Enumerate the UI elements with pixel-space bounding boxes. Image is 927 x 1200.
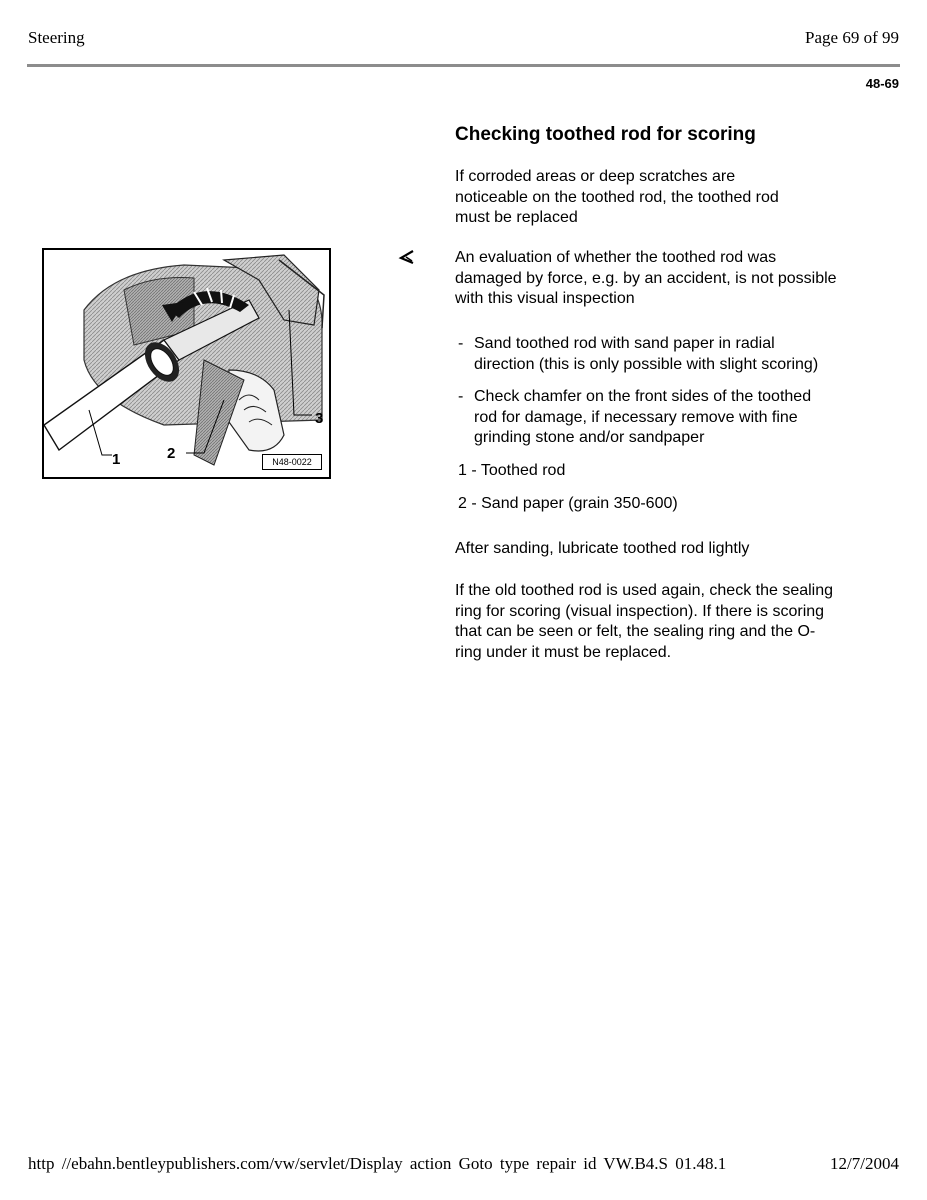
step-marker: - xyxy=(458,335,464,352)
reuse-line: If the old toothed rod is used again, check the sealing xyxy=(455,582,834,599)
header-page-number: Page 69 of 99 xyxy=(805,28,899,47)
section-heading-block xyxy=(455,123,895,147)
callout-3: 3 xyxy=(315,410,324,427)
arrow-pointer-icon xyxy=(398,249,416,267)
legend-item xyxy=(458,461,898,482)
footer-date: 12/7/2004 xyxy=(830,1154,899,1173)
reuse-line: that can be seen or felt, the sealing ring and the O- xyxy=(455,623,816,640)
reuse-line: ring under it must be replaced. xyxy=(455,643,672,661)
step-line: rod for damage, if necessary remove with fine xyxy=(474,408,798,426)
callout-2: 2 xyxy=(167,445,176,462)
illustration-toothed-rod xyxy=(42,248,331,479)
note-paragraph xyxy=(455,248,895,310)
legend-line: 2 - Sand paper (grain 350-600) xyxy=(458,495,678,512)
illustration-drawing xyxy=(44,250,329,477)
after-sanding-paragraph xyxy=(455,539,895,560)
note-line: An evaluation of whether the toothed rod was xyxy=(455,249,777,266)
legend-item xyxy=(458,494,898,515)
figure-code: N48-0022 xyxy=(262,454,322,470)
header-section-title: Steering xyxy=(28,28,85,47)
legend-line: 1 - Toothed rod xyxy=(458,462,566,479)
intro-line: If corroded areas or deep scratches are xyxy=(455,168,736,185)
after-sanding-line: After sanding, lubricate toothed rod lightly xyxy=(455,540,750,557)
step-item xyxy=(458,334,898,375)
reuse-paragraph xyxy=(455,581,895,663)
intro-line: must be replaced xyxy=(455,209,578,226)
note-line: damaged by force, e.g. by an accident, is not possible xyxy=(455,269,837,287)
step-line: Sand toothed rod with sand paper in radial xyxy=(474,335,775,352)
section-heading: Checking toothed rod for scoring xyxy=(455,124,756,145)
header-divider xyxy=(27,64,900,67)
callout-1: 1 xyxy=(112,451,121,468)
page-code: 48-69 xyxy=(865,76,899,91)
step-marker: - xyxy=(458,388,464,405)
intro-line: noticeable on the toothed rod, the toothed rod xyxy=(455,188,779,206)
step-line: Check chamfer on the front sides of the toothed xyxy=(474,388,812,405)
reuse-line: ring for scoring (visual inspection). If there is scoring xyxy=(455,602,825,620)
note-line: with this visual inspection xyxy=(455,290,635,307)
step-line: grinding stone and/or sandpaper xyxy=(474,429,705,446)
step-line: direction (this is only possible with slight scoring) xyxy=(474,355,819,373)
step-item xyxy=(458,387,898,449)
footer-url: http //ebahn.bentleypublishers.com/vw/servlet/Display action Goto type repair id VW.B4.S 01.48.1 xyxy=(28,1154,727,1173)
intro-paragraph xyxy=(455,167,895,229)
